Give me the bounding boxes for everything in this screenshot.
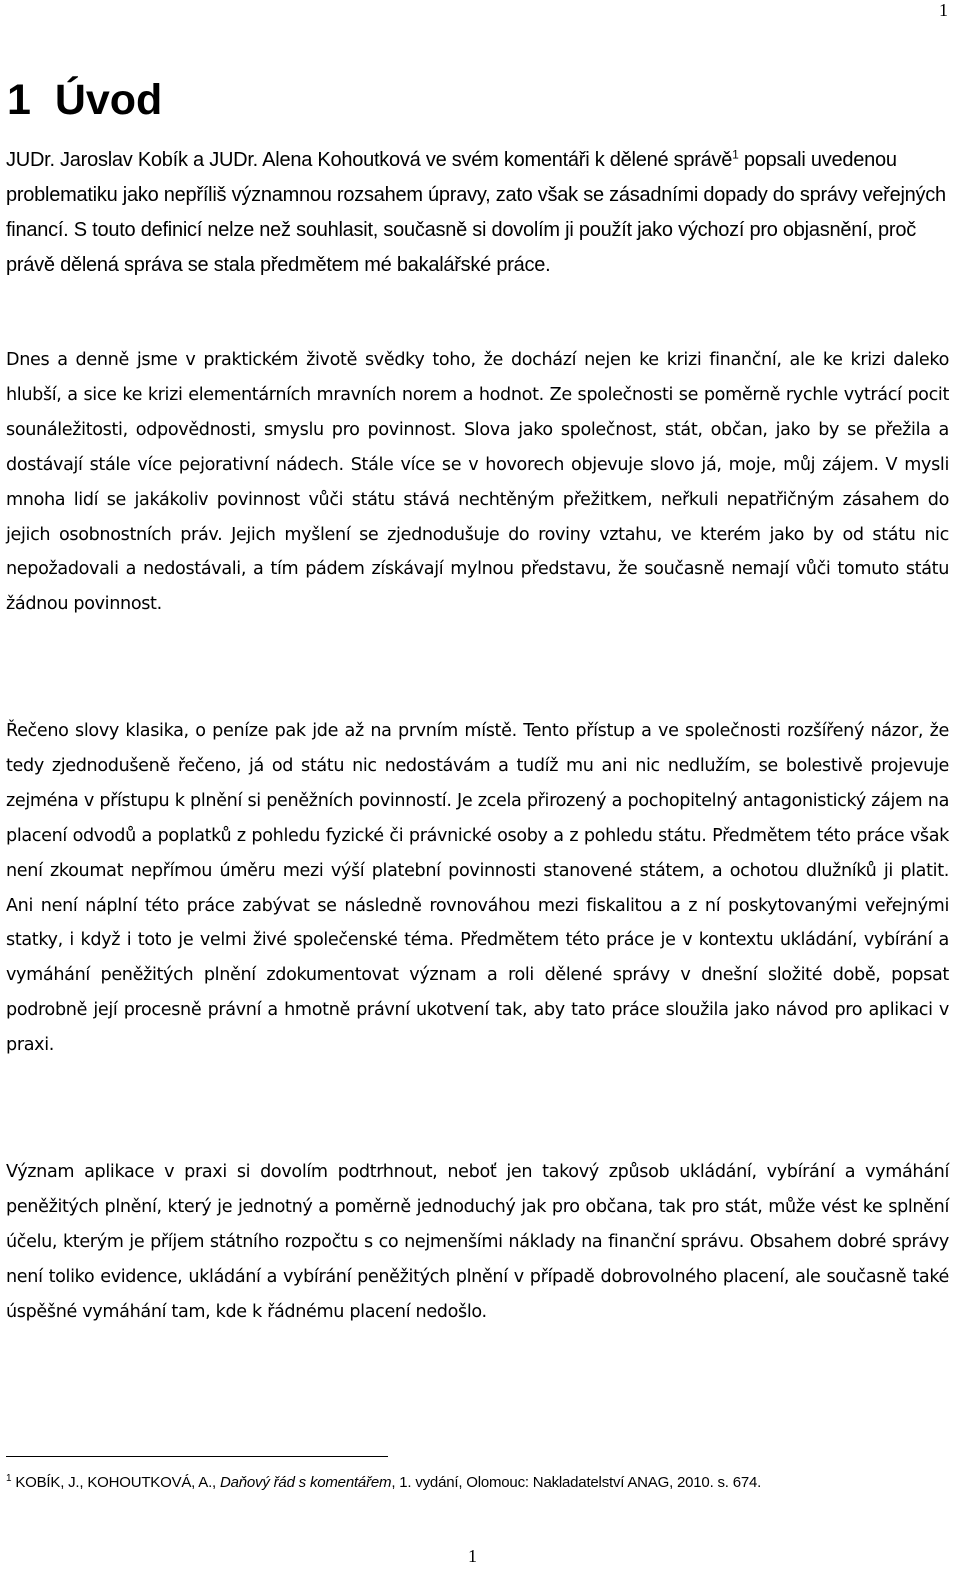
footnote-marker: 1: [6, 1473, 12, 1484]
paragraph-practice: Význam aplikace v praxi si dovolím podtrhnout, neboť jen takový způsob ukládání, vybírání a vymáhání peněžitých plnění, který je jednotný a poměrně jednoduchý jak pro občana, tak pro stát, může vést ke splnění účelu, kterým je příjem státního rozpočtu s co nejmenšími náklady na finanční správu. Obsahem dobré správy není toliko evidence, ukládání a vybírání peněžitých plnění v případě dobrovolného placení, ale současně také úspěšné vymáhání tam, kde k řádnému placení nedošlo.: [6, 1162, 949, 1322]
chapter-title: Úvod: [54, 76, 163, 124]
paragraph-intro: [6, 143, 949, 283]
page-number-top: 1: [939, 0, 948, 20]
paragraph-classic: Řečeno slovy klasika, o peníze pak jde až na prvním místě. Tento přístup a ve společnosti rozšířený názor, že tedy zjednodušeně řečeno, já od státu nic nedostávám a tudíž mu ani nic nedlužím, se bolestivě projevuje zejména v přístupu k plnění si peněžních povinností. Je zcela přirozený a pochopitelný antagonistický zájem na placení odvodů a poplatků z pohledu fyzické či právnické osoby a z pohledu státu. Předmětem této práce však není zkoumat nepřímou úměru mezi výší platební povinnosti stanovené státem, a ochotou dlužníků ji platit. Ani není náplní této práce zabývat se následně rovnováhou mezi fiskalitou a z ní poskytovanými veřejnými statky, i když i toto je velmi živé společenské téma. Předmětem této práce je v kontextu ukládání, vybírání a vymáhání peněžitých plnění zdokumentovat význam a roli dělené správy v dnešní složité době, popsat podrobně její procesně právní a hmotně právní ukotvení tak, aby tato práce sloužila jako návod pro aplikaci v praxi.: [6, 721, 949, 1056]
footnote-book-title: Daňový řád s komentářem: [220, 1474, 392, 1491]
footnote: [6, 1470, 946, 1496]
page-number-bottom: 1: [468, 1546, 477, 1566]
paragraph-intro-lead: JUDr. Jaroslav Kobík a JUDr. Alena Kohoutková ve svém komentáři k dělené správě: [6, 149, 733, 171]
paragraph-society: Dnes a denně jsme v praktickém životě svědky toho, že dochází nejen ke krizi finanční, ale ke krizi daleko hlubší, a sice ke krizi elementárních mravních norem a hodnot. Ze společnosti se poměrně rychle vytrácí pocit sounáležitosti, odpovědnosti, smyslu pro povinnost. Slova jako společnost, stát, občan, jako by se přežila a dostávají stále více pejorativní nádech. Stále více se v hovorech objevuje slovo já, moje, můj zájem. V mysli mnoha lidí se jakákoliv povinnost vůči státu stává nechtěným přežitkem, neřkuli nepatřičným zásahem do jejich osobnostních práv. Jejich myšlení se zjednodušuje do roviny vztahu, ve kterém jako by od státu nic nepožadovali a nedostávali, a tím pádem získávají mylnou představu, že současně nemají vůči tomuto státu žádnou povinnost.: [6, 350, 949, 615]
paragraph-intro-rest: popsali uvedenou problematiku jako nepříliš významnou rozsahem úpravy, zato však se zásadními dopady do správy veřejných financí. S touto definicí nelze než souhlasit, současně si dovolím ji použít jako výchozí pro objasnění, proč právě dělená správa se stala předmětem mé bakalářské práce.: [6, 149, 946, 276]
footnote-details: , 1. vydání, Olomouc: Nakladatelství ANAG, 2010. s. 674.: [391, 1474, 762, 1491]
chapter-heading: [7, 72, 162, 128]
chapter-number: 1: [7, 76, 31, 124]
footnote-reference[interactable]: 1: [732, 147, 739, 162]
footnote-authors: KOBÍK, J., KOHOUTKOVÁ, A.,: [15, 1474, 220, 1491]
footnote-separator: [6, 1456, 388, 1457]
